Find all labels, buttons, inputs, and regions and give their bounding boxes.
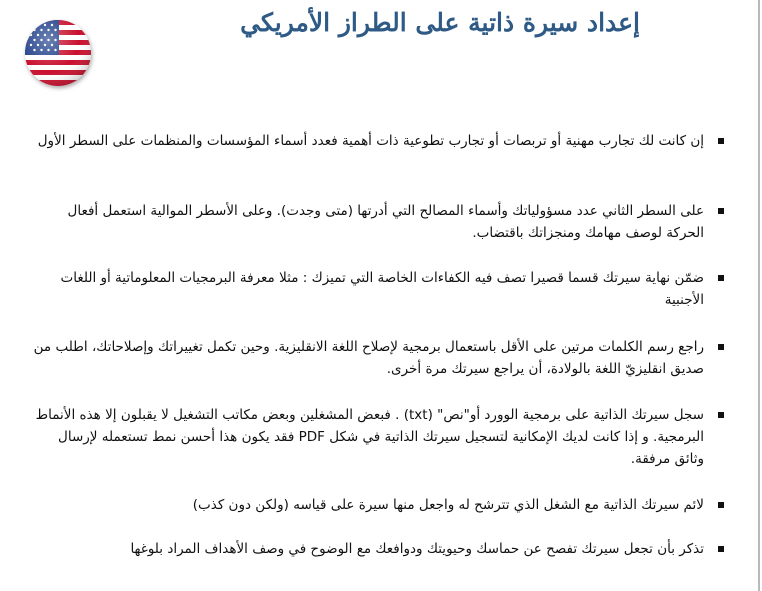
bullet-marker: [718, 502, 724, 508]
usa-flag-icon: [25, 20, 91, 86]
bullet-marker: [718, 412, 724, 418]
bullet-marker: [718, 208, 724, 214]
bullet-text: سجل سيرتك الذاتية على برمجية الوورد أو"نص" (txt) . فبعض المشغلين وبعض مكاتب التشغيل لا يقبلون إلا هذه الأنماط البرمجية. و إذا كانت لديك الإمكانية لتسجيل سيرتك الذاتية في شكل PDF فقد يكون هذا أحسن نمط تستعمله لإرسال وثائق مرفقة.: [35, 407, 704, 467]
bullet-marker: [718, 344, 724, 350]
bullet-text: راجع رسم الكلمات مرتين على الأقل باستعمال برمجية لإصلاح اللغة الانقليزية. وحين تكمل تغييراتك وإصلاحاتك، اطلب من صديق انقليزيّ اللغة بالولادة، أن يراجع سيرتك مرة أخرى.: [33, 339, 704, 377]
list-item: [30, 267, 724, 311]
list-item: [30, 200, 724, 244]
bullet-marker: [718, 275, 724, 281]
list-item: [30, 404, 724, 470]
list-item: [30, 494, 724, 516]
list-item: [30, 130, 724, 152]
bullet-text: ضمّن نهاية سيرتك قسما قصيرا تصف فيه الكفاءات الخاصة التي تميزك : مثلا معرفة البرمجيات المعلوماتية أو اللغات الأجنبية: [60, 270, 704, 308]
page-title: إعداد سيرة ذاتية على الطراز الأمريكي: [240, 8, 640, 37]
bullet-text: تذكر بأن تجعل سيرتك تفصح عن حماسك وحيويتك ودوافعك مع الوضوح في وصف الأهداف المراد بلوغها: [130, 541, 704, 557]
bullet-marker: [718, 546, 724, 552]
list-item: [30, 538, 724, 560]
bullet-text: لائم سيرتك الذاتية مع الشغل الذي تترشح له واجعل منها سيرة على قياسه (ولكن دون كذب): [192, 497, 704, 513]
bullet-marker: [718, 138, 724, 144]
bullet-text: إن كانت لك تجارب مهنية أو تربصات أو تجارب تطوعية ذات أهمية فعدد أسماء المؤسسات والمنظمات على السطر الأول: [37, 133, 704, 149]
bullet-text: على السطر الثاني عدد مسؤولياتك وأسماء المصالح التي أدرتها (متى وجدت). وعلى الأسطر الموالية استعمل أفعال الحركة لوصف مهامك ومنجزاتك باقتضاب.: [67, 203, 704, 241]
list-item: [30, 336, 724, 380]
